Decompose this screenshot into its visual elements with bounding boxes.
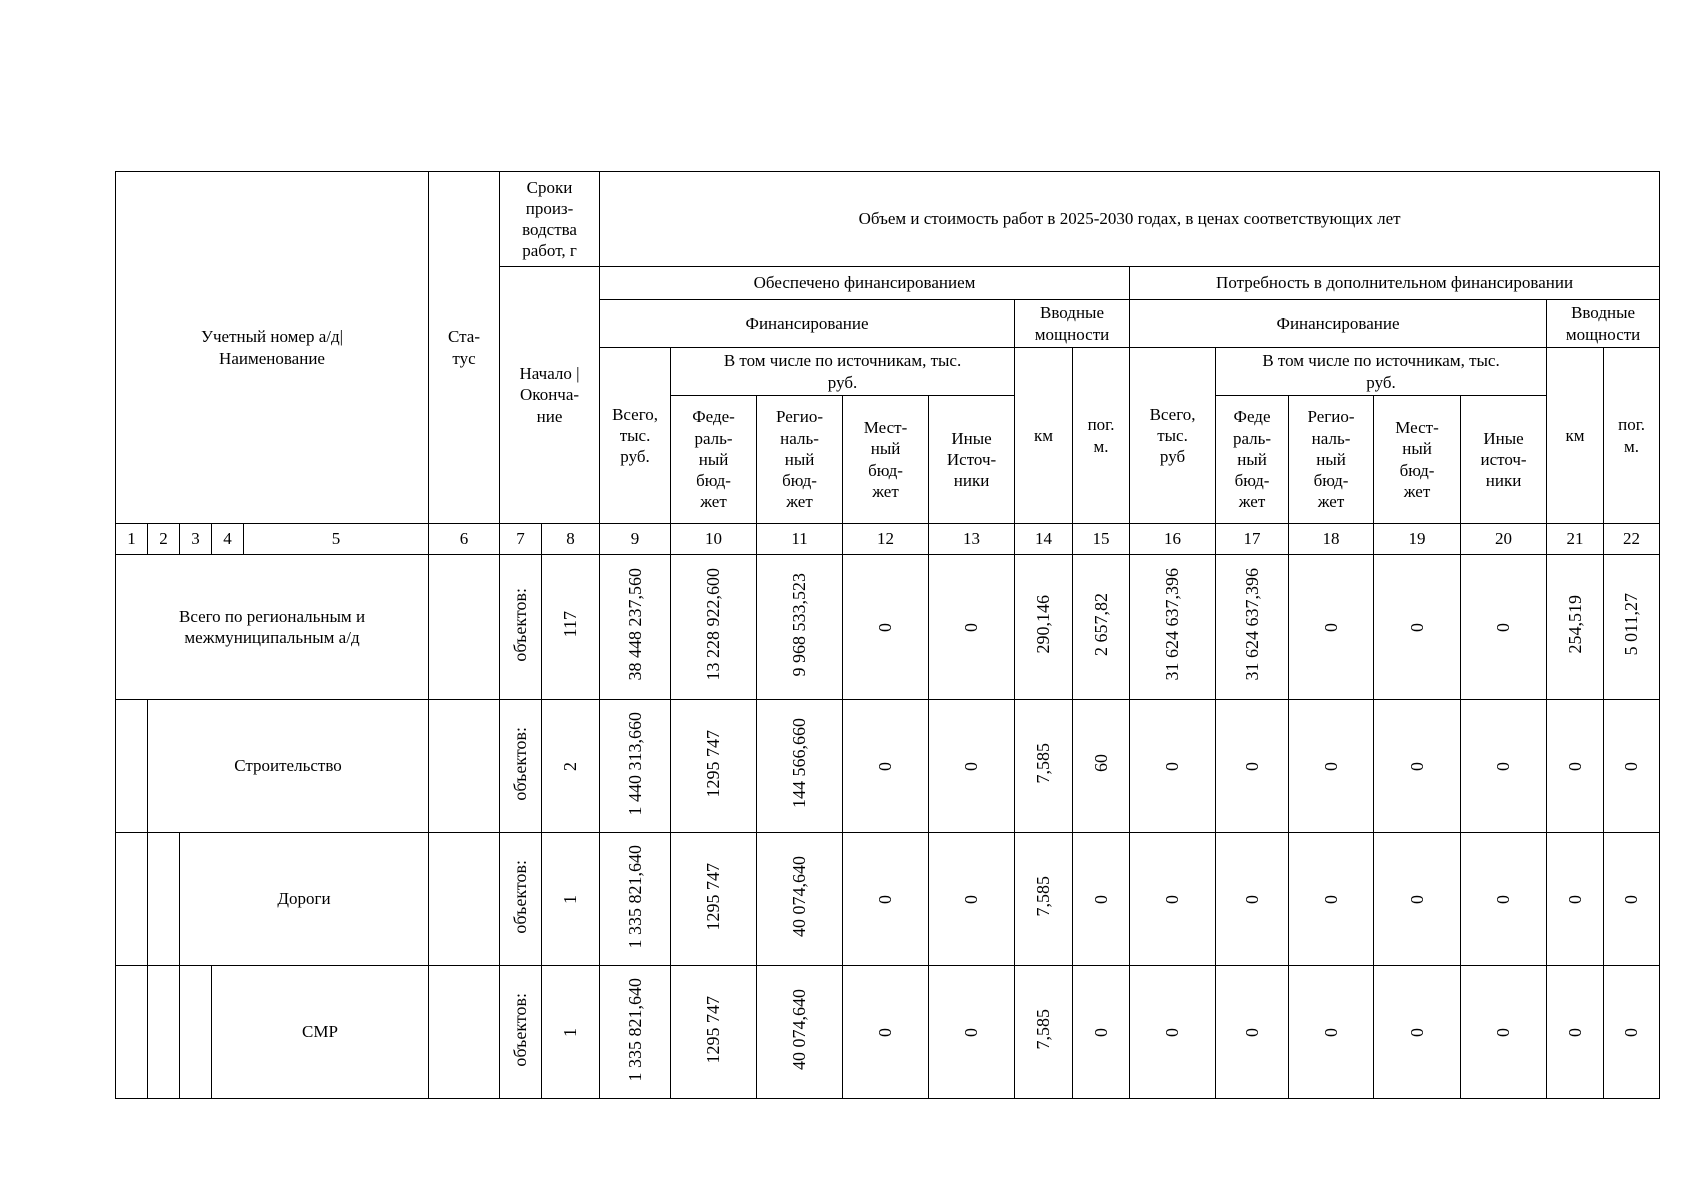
- value-cell: [1461, 700, 1547, 833]
- header-status: [429, 172, 500, 524]
- objects-label: объектов:: [510, 992, 531, 1067]
- value: 0: [1320, 895, 1341, 905]
- header-volume-title: Объем и стоимость работ в 2025-2030 годах, в ценах соответствующих лет: [600, 172, 1660, 267]
- value: 31 624 637,396: [1162, 568, 1183, 681]
- indent-cell: [116, 700, 148, 833]
- value-cell: [1289, 833, 1374, 966]
- value-cell: [1547, 700, 1604, 833]
- value-cell: [757, 833, 843, 966]
- col-other-a: [929, 396, 1015, 524]
- value: 0: [1162, 1028, 1183, 1038]
- value-cell: [757, 966, 843, 1099]
- value: 0: [1241, 1028, 1262, 1038]
- header-terms: [500, 172, 600, 267]
- value-cell: [843, 555, 929, 700]
- col-number: 9: [600, 524, 671, 555]
- value-cell: [1015, 700, 1073, 833]
- value: 1295 747: [703, 995, 724, 1064]
- value-cell: [843, 833, 929, 966]
- value-cell: [1015, 555, 1073, 700]
- value: 0: [1320, 1028, 1341, 1038]
- value-cell: [1374, 700, 1461, 833]
- value-cell: [1374, 555, 1461, 700]
- header-status-text: Ста- тус: [448, 327, 481, 368]
- col-number: 15: [1073, 524, 1130, 555]
- col-number: 1: [116, 524, 148, 555]
- header-account-name-text: Учетный номер а/д| Наименование: [200, 327, 344, 368]
- col-regional-a-text: Регио- наль- ный бюд- жет: [776, 407, 824, 512]
- table-row-smr: [116, 966, 1660, 1099]
- col-total-a: [600, 348, 671, 524]
- value-cell: [1073, 700, 1130, 833]
- col-number: 8: [542, 524, 600, 555]
- value: 0: [1406, 623, 1427, 633]
- value-cell: [600, 966, 671, 1099]
- header-by-sources-b-text: В том числе по источникам, тыс. руб.: [1262, 351, 1500, 392]
- value-cell: [843, 700, 929, 833]
- status-cell: [429, 700, 500, 833]
- header-account-name: [116, 172, 429, 524]
- value-cell: [1604, 700, 1660, 833]
- col-number: 16: [1130, 524, 1216, 555]
- objects-label: объектов:: [510, 726, 531, 801]
- col-other-a-text: Иные Источ- ники: [946, 428, 997, 491]
- value: 7,585: [1033, 1009, 1054, 1050]
- col-number: 22: [1604, 524, 1660, 555]
- col-local-a: [843, 396, 929, 524]
- value-cell: [1461, 833, 1547, 966]
- value-cell: [600, 700, 671, 833]
- objects-label-cell: [500, 833, 542, 966]
- col-federal-b: [1216, 396, 1289, 524]
- value: 5 011,27: [1621, 593, 1642, 656]
- value-cell: [1130, 966, 1216, 1099]
- header-provided: Обеспечено финансированием: [600, 267, 1130, 300]
- value: 0: [1621, 762, 1642, 772]
- header-by-sources-b: [1216, 348, 1547, 396]
- col-number: 10: [671, 524, 757, 555]
- value: 0: [1493, 623, 1514, 633]
- value: 290,146: [1033, 595, 1054, 654]
- col-km-b: км: [1547, 348, 1604, 524]
- col-local-b-text: Мест- ный бюд- жет: [1395, 418, 1439, 501]
- value: 60: [1090, 754, 1111, 773]
- value-cell: [1130, 700, 1216, 833]
- value-cell: [600, 833, 671, 966]
- value: 0: [1493, 762, 1514, 772]
- header-start-end-text: Начало | Оконча- ние: [519, 364, 580, 426]
- col-regional-b: [1289, 396, 1374, 524]
- value: 0: [961, 762, 982, 772]
- col-regional-a: [757, 396, 843, 524]
- status-cell: [429, 966, 500, 1099]
- value-cell: [929, 555, 1015, 700]
- value-cell: [1547, 555, 1604, 700]
- col-federal-b-text: Феде раль- ный бюд- жет: [1232, 407, 1272, 512]
- value: 0: [1090, 1028, 1111, 1038]
- value-cell: [757, 555, 843, 700]
- table-row-construction: [116, 700, 1660, 833]
- row-name-text: Строительство: [234, 756, 342, 776]
- value-cell: [1015, 833, 1073, 966]
- value: 0: [1162, 895, 1183, 905]
- value-cell: [1216, 966, 1289, 1099]
- objects-label: объектов:: [510, 587, 531, 662]
- header-capacity-b-text: Вводные мощности: [1565, 303, 1641, 344]
- value: 0: [1564, 762, 1585, 772]
- value: 1 335 821,640: [624, 977, 645, 1082]
- header-capacity-b: [1547, 300, 1660, 348]
- row-name-text: Всего по региональным и межмуниципальным а/д: [178, 606, 366, 647]
- table-row-roads: [116, 833, 1660, 966]
- col-number: 17: [1216, 524, 1289, 555]
- header-start-end: [500, 267, 600, 524]
- value: 0: [961, 623, 982, 633]
- value: 1 440 313,660: [624, 711, 645, 816]
- col-total-b: [1130, 348, 1216, 524]
- value: 254,519: [1564, 595, 1585, 654]
- value: 0: [1621, 895, 1642, 905]
- row-name-text: Дороги: [277, 889, 331, 909]
- value: 2 657,82: [1090, 592, 1111, 656]
- value: 144 566,660: [789, 718, 810, 809]
- count-cell: [542, 700, 600, 833]
- objects-label-cell: [500, 966, 542, 1099]
- value: 0: [875, 1028, 896, 1038]
- objects-count: 117: [560, 611, 581, 638]
- value: 0: [875, 895, 896, 905]
- value-cell: [1604, 555, 1660, 700]
- row-name-text: СМР: [302, 1022, 338, 1042]
- header-financing-a: Финансирование: [600, 300, 1015, 348]
- col-pog-m-b: [1604, 348, 1660, 524]
- status-cell: [429, 833, 500, 966]
- value-cell: [1289, 700, 1374, 833]
- value: 0: [1241, 895, 1262, 905]
- col-number: 7: [500, 524, 542, 555]
- value: 0: [1320, 762, 1341, 772]
- value-cell: [1216, 833, 1289, 966]
- objects-label-cell: [500, 700, 542, 833]
- value: 13 228 922,600: [703, 568, 724, 681]
- value: 0: [1241, 762, 1262, 772]
- value-cell: [671, 555, 757, 700]
- value: 0: [1564, 895, 1585, 905]
- value: 38 448 237,560: [624, 568, 645, 681]
- col-number: 19: [1374, 524, 1461, 555]
- value-cell: [1374, 966, 1461, 1099]
- indent-cell: [116, 966, 148, 1099]
- col-number: 3: [180, 524, 212, 555]
- col-total-b-text: Всего, тыс. руб: [1149, 404, 1196, 467]
- count-cell: [542, 833, 600, 966]
- value: 0: [1406, 895, 1427, 905]
- value: 0: [875, 623, 896, 633]
- col-pog-m-a-text: пог. м.: [1087, 415, 1115, 456]
- value: 0: [1621, 1028, 1642, 1038]
- col-number: 12: [843, 524, 929, 555]
- col-total-a-text: Всего, тыс. руб.: [612, 404, 658, 467]
- value: 31 624 637,396: [1241, 568, 1262, 681]
- value-cell: [1604, 833, 1660, 966]
- status-cell: [429, 555, 500, 700]
- col-federal-a: [671, 396, 757, 524]
- value-cell: [1547, 833, 1604, 966]
- col-number: 18: [1289, 524, 1374, 555]
- financing-table: [115, 171, 1660, 1099]
- value: 0: [1493, 895, 1514, 905]
- value-cell: [1374, 833, 1461, 966]
- count-cell: [542, 966, 600, 1099]
- value: 9 968 533,523: [789, 572, 810, 677]
- col-number: 21: [1547, 524, 1604, 555]
- value-cell: [671, 700, 757, 833]
- value-cell: [1216, 555, 1289, 700]
- indent-cell: [148, 833, 180, 966]
- objects-count: 2: [560, 762, 581, 772]
- col-number: 14: [1015, 524, 1073, 555]
- value-cell: [671, 833, 757, 966]
- value-cell: [1073, 555, 1130, 700]
- value-cell: [1130, 555, 1216, 700]
- row-name: [180, 833, 429, 966]
- value-cell: [1216, 700, 1289, 833]
- col-number: 4: [212, 524, 244, 555]
- value-cell: [1547, 966, 1604, 1099]
- value-cell: [1289, 966, 1374, 1099]
- value: 0: [1090, 895, 1111, 905]
- row-name: [212, 966, 429, 1099]
- value-cell: [1073, 833, 1130, 966]
- col-number: 5: [244, 524, 429, 555]
- col-other-b: [1461, 396, 1547, 524]
- header-by-sources-a: [671, 348, 1015, 396]
- header-capacity-a-text: Вводные мощности: [1034, 303, 1110, 344]
- value: 7,585: [1033, 876, 1054, 917]
- header-by-sources-a-text: В том числе по источникам, тыс. руб.: [723, 351, 962, 392]
- col-federal-a-text: Феде- раль- ный бюд- жет: [692, 407, 735, 512]
- value: 7,585: [1033, 743, 1054, 784]
- indent-cell: [116, 833, 148, 966]
- indent-cell: [180, 966, 212, 1099]
- value-cell: [671, 966, 757, 1099]
- col-number: 13: [929, 524, 1015, 555]
- col-local-b: [1374, 396, 1461, 524]
- header-terms-text: Сроки произ- водства работ, г: [522, 177, 577, 261]
- objects-count: 1: [560, 1028, 581, 1038]
- value: 0: [1406, 762, 1427, 772]
- row-name: [148, 700, 429, 833]
- header-capacity-a: [1015, 300, 1130, 348]
- value: 0: [1406, 1028, 1427, 1038]
- objects-label: объектов:: [510, 859, 531, 934]
- col-local-a-text: Мест- ный бюд- жет: [863, 418, 908, 501]
- col-number: 11: [757, 524, 843, 555]
- col-pog-m-b-text: пог. м.: [1618, 415, 1645, 456]
- objects-label-cell: [500, 555, 542, 700]
- value-cell: [929, 966, 1015, 1099]
- value-cell: [1461, 555, 1547, 700]
- value-cell: [1073, 966, 1130, 1099]
- value-cell: [929, 833, 1015, 966]
- value-cell: [1015, 966, 1073, 1099]
- col-number: 20: [1461, 524, 1547, 555]
- value: 40 074,640: [789, 988, 810, 1070]
- value: 40 074,640: [789, 855, 810, 937]
- value-cell: [1604, 966, 1660, 1099]
- col-km-a: км: [1015, 348, 1073, 524]
- header-need: Потребность в дополнительном финансировании: [1130, 267, 1660, 300]
- value-cell: [600, 555, 671, 700]
- value: 0: [1493, 1028, 1514, 1038]
- value: 1295 747: [703, 729, 724, 798]
- value: 0: [1564, 1028, 1585, 1038]
- row-name: [116, 555, 429, 700]
- value-cell: [1289, 555, 1374, 700]
- value-cell: [757, 700, 843, 833]
- value: 1 335 821,640: [624, 844, 645, 949]
- col-pog-m-a: [1073, 348, 1130, 524]
- table-row-total: [116, 555, 1660, 700]
- value: 0: [961, 1028, 982, 1038]
- value-cell: [1461, 966, 1547, 1099]
- objects-count: 1: [560, 895, 581, 905]
- value: 0: [961, 895, 982, 905]
- column-numbers-row: [116, 524, 1660, 555]
- value: 0: [875, 762, 896, 772]
- col-number: 2: [148, 524, 180, 555]
- value: 1295 747: [703, 862, 724, 931]
- indent-cell: [148, 966, 180, 1099]
- value-cell: [843, 966, 929, 1099]
- value: 0: [1320, 623, 1341, 633]
- col-number: 6: [429, 524, 500, 555]
- header-financing-b: Финансирование: [1130, 300, 1547, 348]
- value-cell: [929, 700, 1015, 833]
- value-cell: [1130, 833, 1216, 966]
- count-cell: [542, 555, 600, 700]
- col-other-b-text: Иные источ- ники: [1480, 428, 1527, 491]
- col-regional-b-text: Регио- наль- ный бюд- жет: [1307, 407, 1355, 512]
- value: 0: [1162, 762, 1183, 772]
